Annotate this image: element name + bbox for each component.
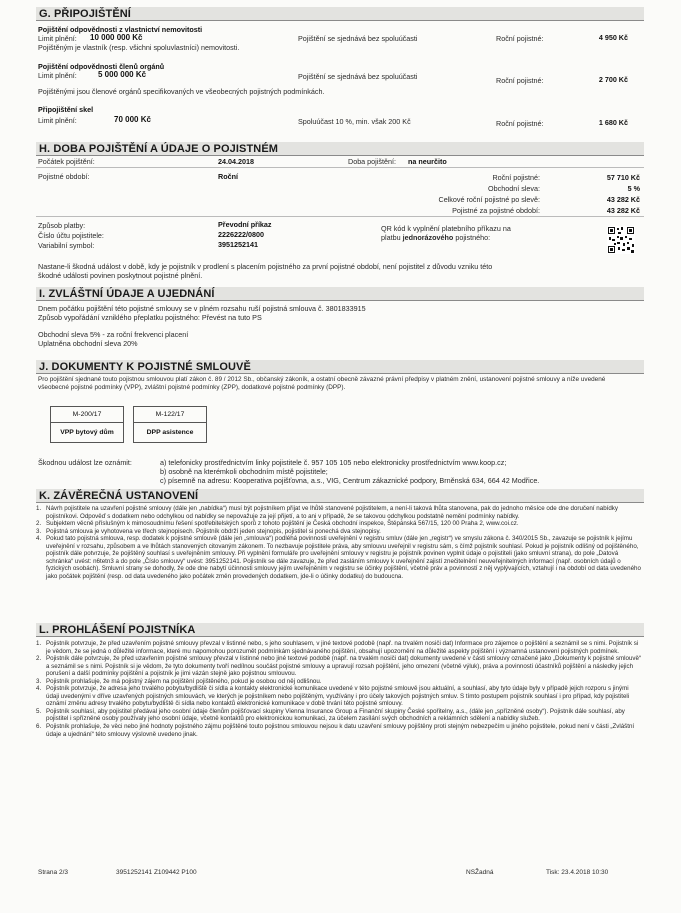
h-row-value: 5 % (627, 184, 640, 193)
h-row-label: Pojistné za pojistné období: (452, 206, 540, 215)
i-line-2: Způsob vypořádání vzniklého přeplatku pojistného: Převést na tuto PS (38, 313, 262, 322)
list-item: 3. Pojistník prohlašuje, že má pojistný zájem na pojištění pojištěného, pokud je osobou od něj odlišnou. (36, 677, 322, 685)
g-b-premium-value: 2 700 Kč (598, 75, 628, 84)
g-a-participation: Pojištění se sjednává bez spoluúčasti (298, 34, 418, 43)
doc-badge (50, 406, 124, 443)
j-report-label: Škodnou událost lze oznámit: (38, 458, 132, 467)
list-item: 2. Subjektem věcně příslušným k mimosoudnímu řešení spotřebitelských sporů z tohoto pojištění je Česká obchodní inspekce, Štěpánská 567/15, 120 00 Praha 2, www.coi.cz. (36, 520, 519, 528)
section-i-header: I. ZVLÁŠTNÍ ÚDAJE A UJEDNÁNÍ (36, 287, 644, 301)
footer-code: 3951252141 Z109442 P100 (116, 869, 197, 876)
h-divider (36, 216, 644, 217)
g-b-limit-label: Limit plnění: (38, 71, 77, 80)
footer-printed: Tisk: 23.4.2018 10:30 (546, 869, 609, 876)
i-line-1: Dnem počátku pojištění této pojistné smlouvy se v plném rozsahu ruší pojistná smlouva č. 3801833915 (38, 304, 366, 313)
h-duration-value: na neurčito (408, 157, 447, 166)
g-a-heading: Pojištění odpovědnosti z vlastnictví nemovitosti (38, 25, 203, 34)
h-start-label: Počátek pojištění: (38, 157, 95, 166)
doc-code: M-122/17 (134, 407, 206, 423)
h-divider (36, 167, 644, 168)
footer-center: NSŽadná (466, 869, 494, 876)
h-qr-text-1: QR kód k vyplnění platebního příkazu na (381, 224, 511, 233)
list-item: 5. Pojistník souhlasí, aby pojistitel předával jeho osobní údaje členům pojišťovací skupiny Vienna Insurance Group a Finanční skupiny České spořitelny, a.s., (dále jen „spřízněné osoby“). Pojistník dále souhlasí, aby pojistitel i spřízněné osoby používaly jeho osobní údaje, včetně kontaktů pro elektronickou komunikaci, za účelem zasílání svých obchodních a reklamních sdělení a nabídky služeb. (36, 707, 625, 723)
g-b-participation: Pojištění se sjednává bez spoluúčasti (298, 72, 418, 81)
j-intro: Pro pojištění sjednané touto pojistnou smlouvou platí zákon č. 89 / 2012 Sb., občanský zákoník, a ostatní obecně závazné právní předpisy v platném znění, ustanovení pojistné smlouvy a níže uvedené všeobecné pojistné podmínky (VPP), zvláštní pojistné podmínky (ZPP), dodatkové pojistné podmínky (DPP). (38, 376, 606, 392)
i-line-3: Obchodní sleva 5% - za roční frekvenci placení (38, 330, 189, 339)
section-k-header: K. ZÁVĚREČNÁ USTANOVENÍ (36, 489, 644, 503)
list-item: 1. Návrh pojistitele na uzavření pojistné smlouvy (dále jen „nabídka“) musí být pojistníkem přijat ve lhůtě stanovené pojistitelem, a není-li taková lhůta stanovena, pak do jednoho měsíce ode dne doručení nabídky pojistníkovi. Odpověď s dodatkem nebo odchylkou od nabídky se nepovažuje za její přijetí, a to ani v případě, že se takovou odchylkou podstatně nemění podmínky nabídky. (36, 505, 618, 520)
section-j-header: J. DOKUMENTY K POJISTNÉ SMLOUVĚ (36, 360, 644, 374)
h-row-value: 43 282 Kč (606, 206, 640, 215)
h-row-label: Obchodní sleva: (488, 184, 540, 193)
i-line-4: Uplatněna obchodní sleva 20% (38, 339, 138, 348)
list-item: 6. Pojistník prohlašuje, že věci nebo jiné hodnoty pojistného zájmu pojištěné touto pojistnou smlouvou nejsou k datu uzavření smlouvy pojištěny proti stejným nebezpečím u jiného pojistitele, pokud není v části „Zvláštní údaje a ujednání“ této smlouvy výslovně uvedeno jinak. (36, 723, 635, 738)
g-c-heading: Připojištění skel (38, 105, 94, 114)
h-row-label: Roční pojistné: (492, 173, 540, 182)
h-note-1: Nastane-li škodná událost v době, kdy je pojistník v prodlení s placením pojistného za první pojistné období, není pojistitel z důvodu vzniku této (38, 262, 493, 271)
h-vs-label: Variabilní symbol: (38, 241, 95, 250)
doc-badge (133, 406, 207, 443)
footer-page: Strana 2/3 (38, 869, 68, 876)
section-h-header: H. DOBA POJIŠTĚNÍ A ÚDAJE O POJISTNÉM (36, 142, 644, 156)
section-l-header: L. PROHLÁŠENÍ POJISTNÍKA (36, 623, 644, 637)
h-period-value: Roční (218, 172, 238, 181)
h-note-2: škodné události povinen poskytnout pojistné plnění. (38, 271, 203, 280)
doc-name: VPP bytový dům (60, 429, 114, 436)
j-report-a: a) telefonicky prostřednictvím linky pojistitele č. 957 105 105 nebo elektronicky prostřednictvím www.koop.cz; (160, 458, 507, 467)
doc-code: M-200/17 (51, 407, 123, 423)
h-account-value: 2226222/0800 (218, 230, 264, 239)
h-duration-label: Doba pojištění: (348, 157, 396, 166)
g-b-premium-label: Roční pojistné: (496, 76, 544, 85)
list-item: 4. Pojistník potvrzuje, že adresa jeho trvalého pobytu/bydliště či sídla a kontakty elektronické komunikace uvedené v této pojistné smlouvě jsou aktuální, a souhlasí, aby tyto údaje byly v případě jejich rozporu s jinými údaji uvedenými v dříve uzavřených pojistných smlouvách, ve kterých je pojistníkem nebo pojištěným, využívány i pro účely takových pojistných smluv. S tímto postupem pojistník souhlasí i pro případ, kdy pojistiteli oznámí změnu adresy trvalého pobytu/bydliště či sídla nebo kontaktů elektronické komunikace v době trvání této pojistné smlouvy. (36, 685, 630, 708)
h-period-label: Pojistné období: (38, 172, 90, 181)
h-payment-label: Způsob platby: (38, 221, 86, 230)
g-c-limit-label: Limit plnění: (38, 116, 77, 125)
list-item: 3. Pojistná smlouva je vyhotovena ve třech stejnopisech. Pojistník obdrží jeden stejnopis, pojistitel si ponechá dva stejnopisy. (36, 527, 381, 535)
h-qr-text-2: platbu jednorázového pojistného: (381, 233, 491, 242)
g-a-premium-label: Roční pojistné: (496, 34, 544, 43)
g-a-limit-label: Limit plnění: (38, 34, 77, 43)
j-report-b: b) osobně na kterémkoli obchodním místě pojistitele; (160, 467, 328, 476)
g-c-premium-label: Roční pojistné: (496, 119, 544, 128)
g-c-premium-value: 1 680 Kč (598, 118, 628, 127)
h-start-value: 24.04.2018 (218, 157, 254, 166)
section-g-header: G. PŘIPOJIŠTĚNÍ (36, 7, 644, 21)
g-a-premium-value: 4 950 Kč (598, 33, 628, 42)
j-report-c: c) písemně na adresu: Kooperativa pojišťovna, a.s., VIG, Centrum zákaznické podpory, Brněnská 634, 664 42 Modřice. (160, 476, 540, 485)
g-b-limit-value: 5 000 000 Kč (98, 70, 147, 79)
list-item: 2. Pojistník dále potvrzuje, že před uzavřením pojistné smlouvy převzal v listinné nebo jiné textové podobě (např. na trvalém nosiči dat) dokumenty uvedené v části smlouvy označené jako „Dokumenty k pojistné smlouvě“ a seznámil se s nimi. Pojistník si je vědom, že tyto dokumenty tvoří nedílnou součást pojistné smlouvy a upravují rozsah pojištění, jeho omezení (včetně výluk), práva a povinnosti účastníků pojištění a následky jejich porušení a další podmínky pojištění a pojistník je jimi vázán stejně jako pojistnou smlouvou. (36, 655, 641, 678)
g-b-heading: Pojištění odpovědnosti členů orgánů (38, 62, 165, 71)
qr-code-icon (607, 226, 635, 254)
k-list (36, 505, 642, 580)
doc-name: DPP asistence (146, 429, 194, 436)
g-c-participation: Spoluúčast 10 %, min. však 200 Kč (298, 117, 411, 126)
g-b-note: Pojištěnými jsou členové orgánů specifikovaných ve všeobecných pojistných podmínkách. (38, 87, 325, 96)
h-row-value: 43 282 Kč (606, 195, 640, 204)
h-row-value: 57 710 Kč (606, 173, 640, 182)
h-account-label: Číslo účtu pojistitele: (38, 231, 104, 240)
list-item: 4. Pokud tato pojistná smlouva, resp. dodatek k pojistné smlouvě (dále jen „smlouva“) podléhá povinnosti uveřejnění v registru smluv (dále jen „registr“) ve smyslu zákona č. 340/2015 Sb., zavazuje se pojistník k jejímu uveřejnění v rozsahu, způsobem a ve lhůtách stanovených citovaným zákonem. To nezbavuje pojistitele práva, aby smlouvu uveřejnil v registru sám, s čímž pojistník souhlasí. Pokud je pojistník odlišný od pojištěného, pojistník dále potvrzuje, že pojištěný souhlasí s uveřejněním smlouvy. Při vyplnění formuláře pro uveřejnění smlouvy v registru je pojistník povinen vyplnit údaje o pojistiteli (jako smluvní strana), do pole „Datová schránka“ uvést: n6tetn3 a do pole „Číslo smlouvy“ uvést: 3951252141. Pojistník se dále zavazuje, že před zasláním smlouvy k uveřejnění zajistí znečitelnění neuveřejnitelných informací (např. osobních údajů o fyzických osobách). Smluvní strany se dohodly, že ode dne nabytí účinnosti smlouvy jejím uveřejněním v registru se účinky pojištění, včetně práv a povinností z něj vyplývajících, vztahují i na období od data uvedeného jako počátek pojištění (resp. od data uvedeného jako počátek změn provedených dodatkem, jde-li o účinky dodatku) do budoucna. (36, 535, 641, 580)
list-item: 1. Pojistník potvrzuje, že před uzavřením pojistné smlouvy převzal v listinné nebo, s jeho souhlasem, v jiné textové podobě (např. na trvalém nosiči dat) Informace pro zájemce o pojištění a seznámil se s nimi. Pojistník si je vědom, že se jedná o důležité informace, které mu napomohou porozumět podmínkám sjednávaného pojištění, obsahují upozornění na důležité aspekty pojištění i významná ustanovení pojistných podmínek. (36, 640, 639, 655)
h-vs-value: 3951252141 (218, 240, 258, 249)
l-list (36, 640, 642, 738)
h-row-label: Celkové roční pojistné po slevě: (438, 195, 540, 204)
h-payment-value: Převodní příkaz (218, 220, 272, 229)
g-a-note: Pojištěným je vlastník (resp. všichni spoluvlastníci) nemovitosti. (38, 43, 240, 52)
g-c-limit-value: 70 000 Kč (114, 115, 151, 124)
g-a-limit-value: 10 000 000 Kč (90, 33, 143, 42)
